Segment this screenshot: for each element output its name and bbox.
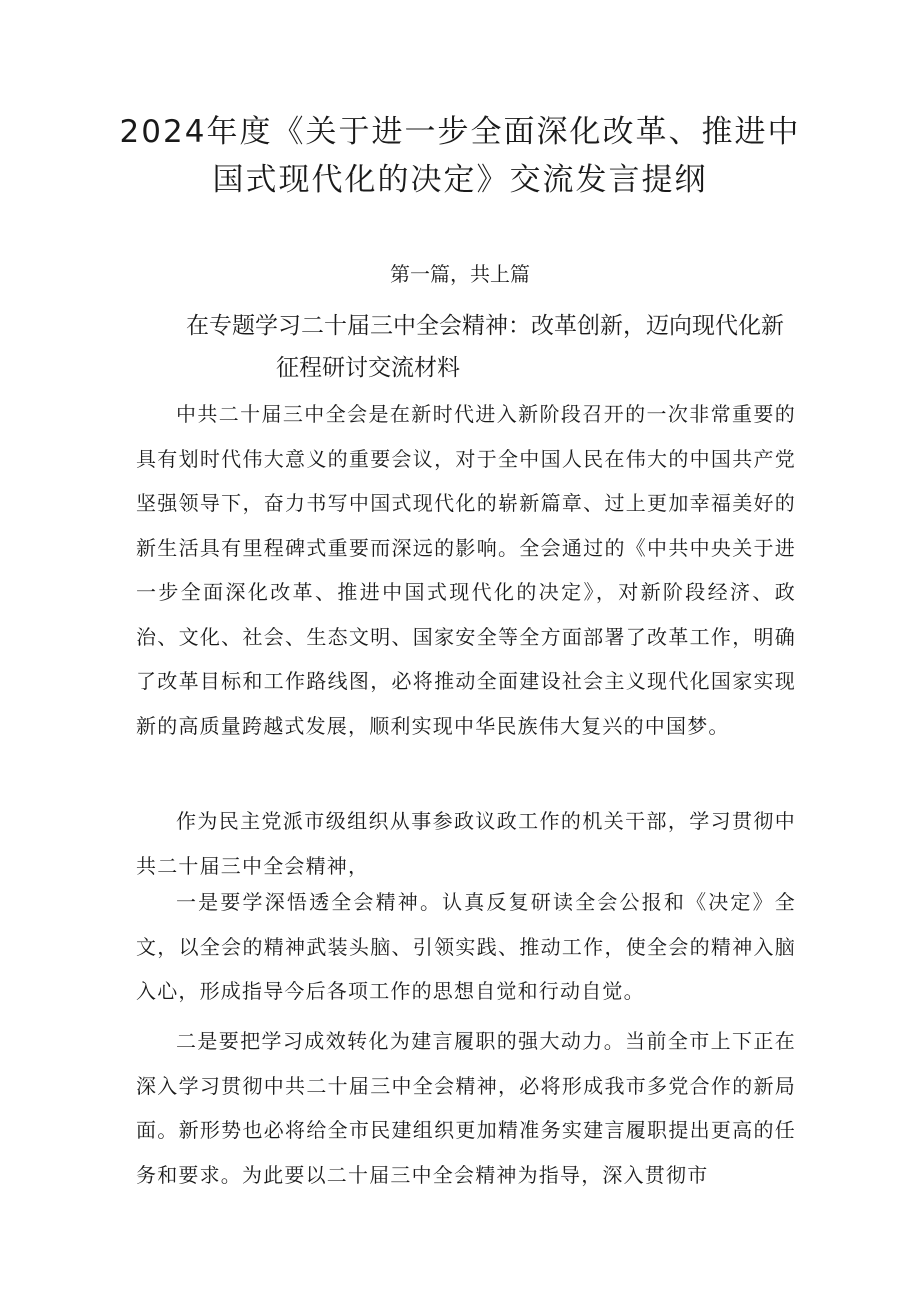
article-subtitle-line-2: 征程研讨交流材料 [276, 355, 460, 381]
part-heading: 第一篇，共上篇 [390, 262, 530, 286]
body-paragraph: 一是要学深悟透全会精神。认真反复研读全会公报和《决定》全文，以全会的精神武装头脑、引领实践、推动工作，使全会的精神入脑入心，形成指导今后各项工作的思想自觉和行动自觉。 [136, 890, 796, 1003]
article-subtitle [120, 305, 800, 389]
body-paragraph: 作为民主党派市级组织从事参政议政工作的机关干部，学习贯彻中共二十届三中全会精神， [136, 809, 796, 878]
document-title: 2024年度《关于进一步全面深化改革、推进中国式现代化的决定》交流发言提纲 [119, 114, 801, 198]
article-subtitle-line-1: 在专题学习二十届三中全会精神：改革创新，迈向现代化新 [186, 313, 784, 339]
body-paragraph: 中共二十届三中全会是在新时代进入新阶段召开的一次非常重要的具有划时代伟大意义的重要会议，对于全中国人民在伟大的中国共产党坚强领导下，奋力书写中国式现代化的崭新篇章、过上更加幸福美好的新生活具有里程碑式重要而深远的影响。全会通过的《中共中央关于进一步全面深化改革、推进中国式现代化的决定》，对新阶段经济、政治、文化、社会、生态文明、国家安全等全方面部署了改革工作，明确了改革目标和工作路线图，必将推动全面建设社会主义现代化国家实现新的高质量跨越式发展，顺利实现中华民族伟大复兴的中国梦。 [136, 402, 796, 738]
body-paragraph: 二是要把学习成效转化为建言履职的强大动力。当前全市上下正在深入学习贯彻中共二十届三中全会精神，必将形成我市多党合作的新局面。新形势也必将给全市民建组织更加精准务实建言履职提出更高的任务和要求。为此要以二十届三中全会精神为指导，深入贯彻市 [136, 1029, 796, 1187]
